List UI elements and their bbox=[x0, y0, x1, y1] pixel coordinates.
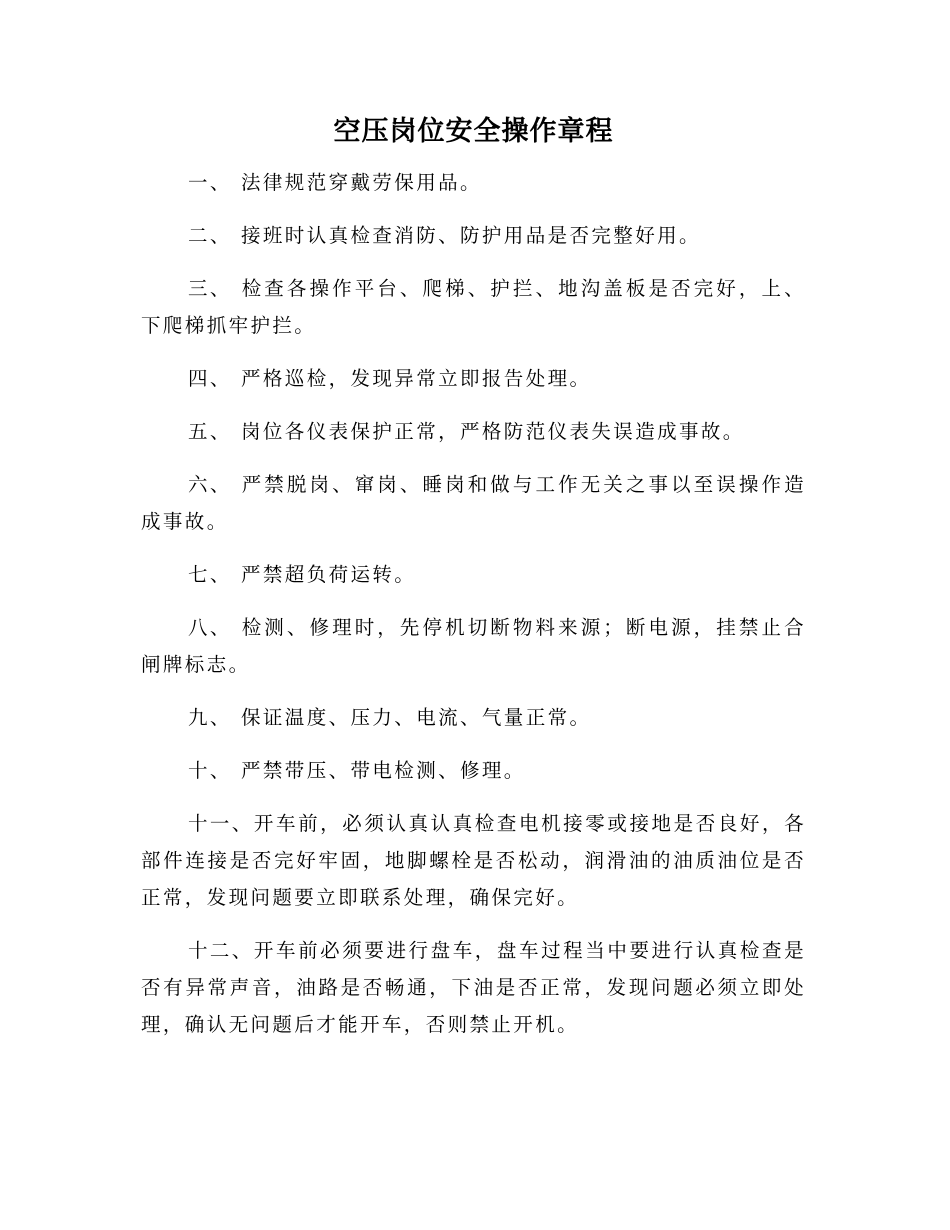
rule-item-2 bbox=[141, 217, 806, 254]
rule-text: 接班时认真检查消防、防护用品是否完整好用。 bbox=[241, 224, 701, 247]
rule-number: 十一、 bbox=[188, 812, 254, 835]
rule-number: 二、 bbox=[188, 224, 232, 247]
rule-text: 开车前，必须认真认真检查电机接零或接地是否良好，各部件连接是否完好牢固，地脚螺栓是否松动，润滑油的油质油位是否正常，发现问题要立即联系处理，确保完好。 bbox=[141, 812, 806, 909]
rule-item-5 bbox=[141, 413, 806, 450]
rule-number: 八、 bbox=[188, 616, 232, 639]
rule-item-1 bbox=[141, 164, 806, 201]
rules-list bbox=[141, 164, 806, 1043]
rule-number: 九、 bbox=[188, 706, 232, 729]
rule-item-12 bbox=[141, 932, 806, 1043]
rule-text: 严禁超负荷运转。 bbox=[241, 563, 417, 586]
rule-number: 六、 bbox=[188, 473, 232, 496]
document-title: 空压岗位安全操作章程 bbox=[333, 116, 614, 147]
rule-number: 十、 bbox=[188, 759, 232, 782]
rule-item-3 bbox=[141, 270, 806, 344]
rule-number: 四、 bbox=[188, 367, 232, 390]
rule-item-4 bbox=[141, 360, 806, 397]
rule-number: 三、 bbox=[188, 277, 232, 300]
rule-text: 检测、修理时，先停机切断物料来源；断电源，挂禁止合闸牌标志。 bbox=[141, 616, 806, 676]
rule-text: 严禁脱岗、窜岗、睡岗和做与工作无关之事以至误操作造成事故。 bbox=[141, 473, 806, 533]
rule-item-10 bbox=[141, 752, 806, 789]
rule-item-8 bbox=[141, 609, 806, 683]
rule-number: 七、 bbox=[188, 563, 232, 586]
rule-text: 法律规范穿戴劳保用品。 bbox=[241, 171, 482, 194]
rule-text: 严禁带压、带电检测、修理。 bbox=[241, 759, 526, 782]
rule-item-11 bbox=[141, 805, 806, 916]
rule-text: 岗位各仪表保护正常，严格防范仪表失误造成事故。 bbox=[241, 420, 745, 443]
rule-text: 检查各操作平台、爬梯、护拦、地沟盖板是否完好，上、下爬梯抓牢护拦。 bbox=[141, 277, 806, 337]
rule-item-9 bbox=[141, 699, 806, 736]
rule-text: 开车前必须要进行盘车，盘车过程当中要进行认真检查是否有异常声音，油路是否畅通，下油是否正常，发现问题必须立即处理，确认无问题后才能开车，否则禁止开机。 bbox=[141, 939, 806, 1036]
rule-number: 五、 bbox=[188, 420, 232, 443]
rule-number: 十二、 bbox=[188, 939, 254, 962]
rule-text: 保证温度、压力、电流、气量正常。 bbox=[241, 706, 592, 729]
rule-number: 一、 bbox=[188, 171, 232, 194]
rule-item-7 bbox=[141, 556, 806, 593]
rule-item-6 bbox=[141, 466, 806, 540]
rule-text: 严格巡检，发现异常立即报告处理。 bbox=[241, 367, 592, 390]
